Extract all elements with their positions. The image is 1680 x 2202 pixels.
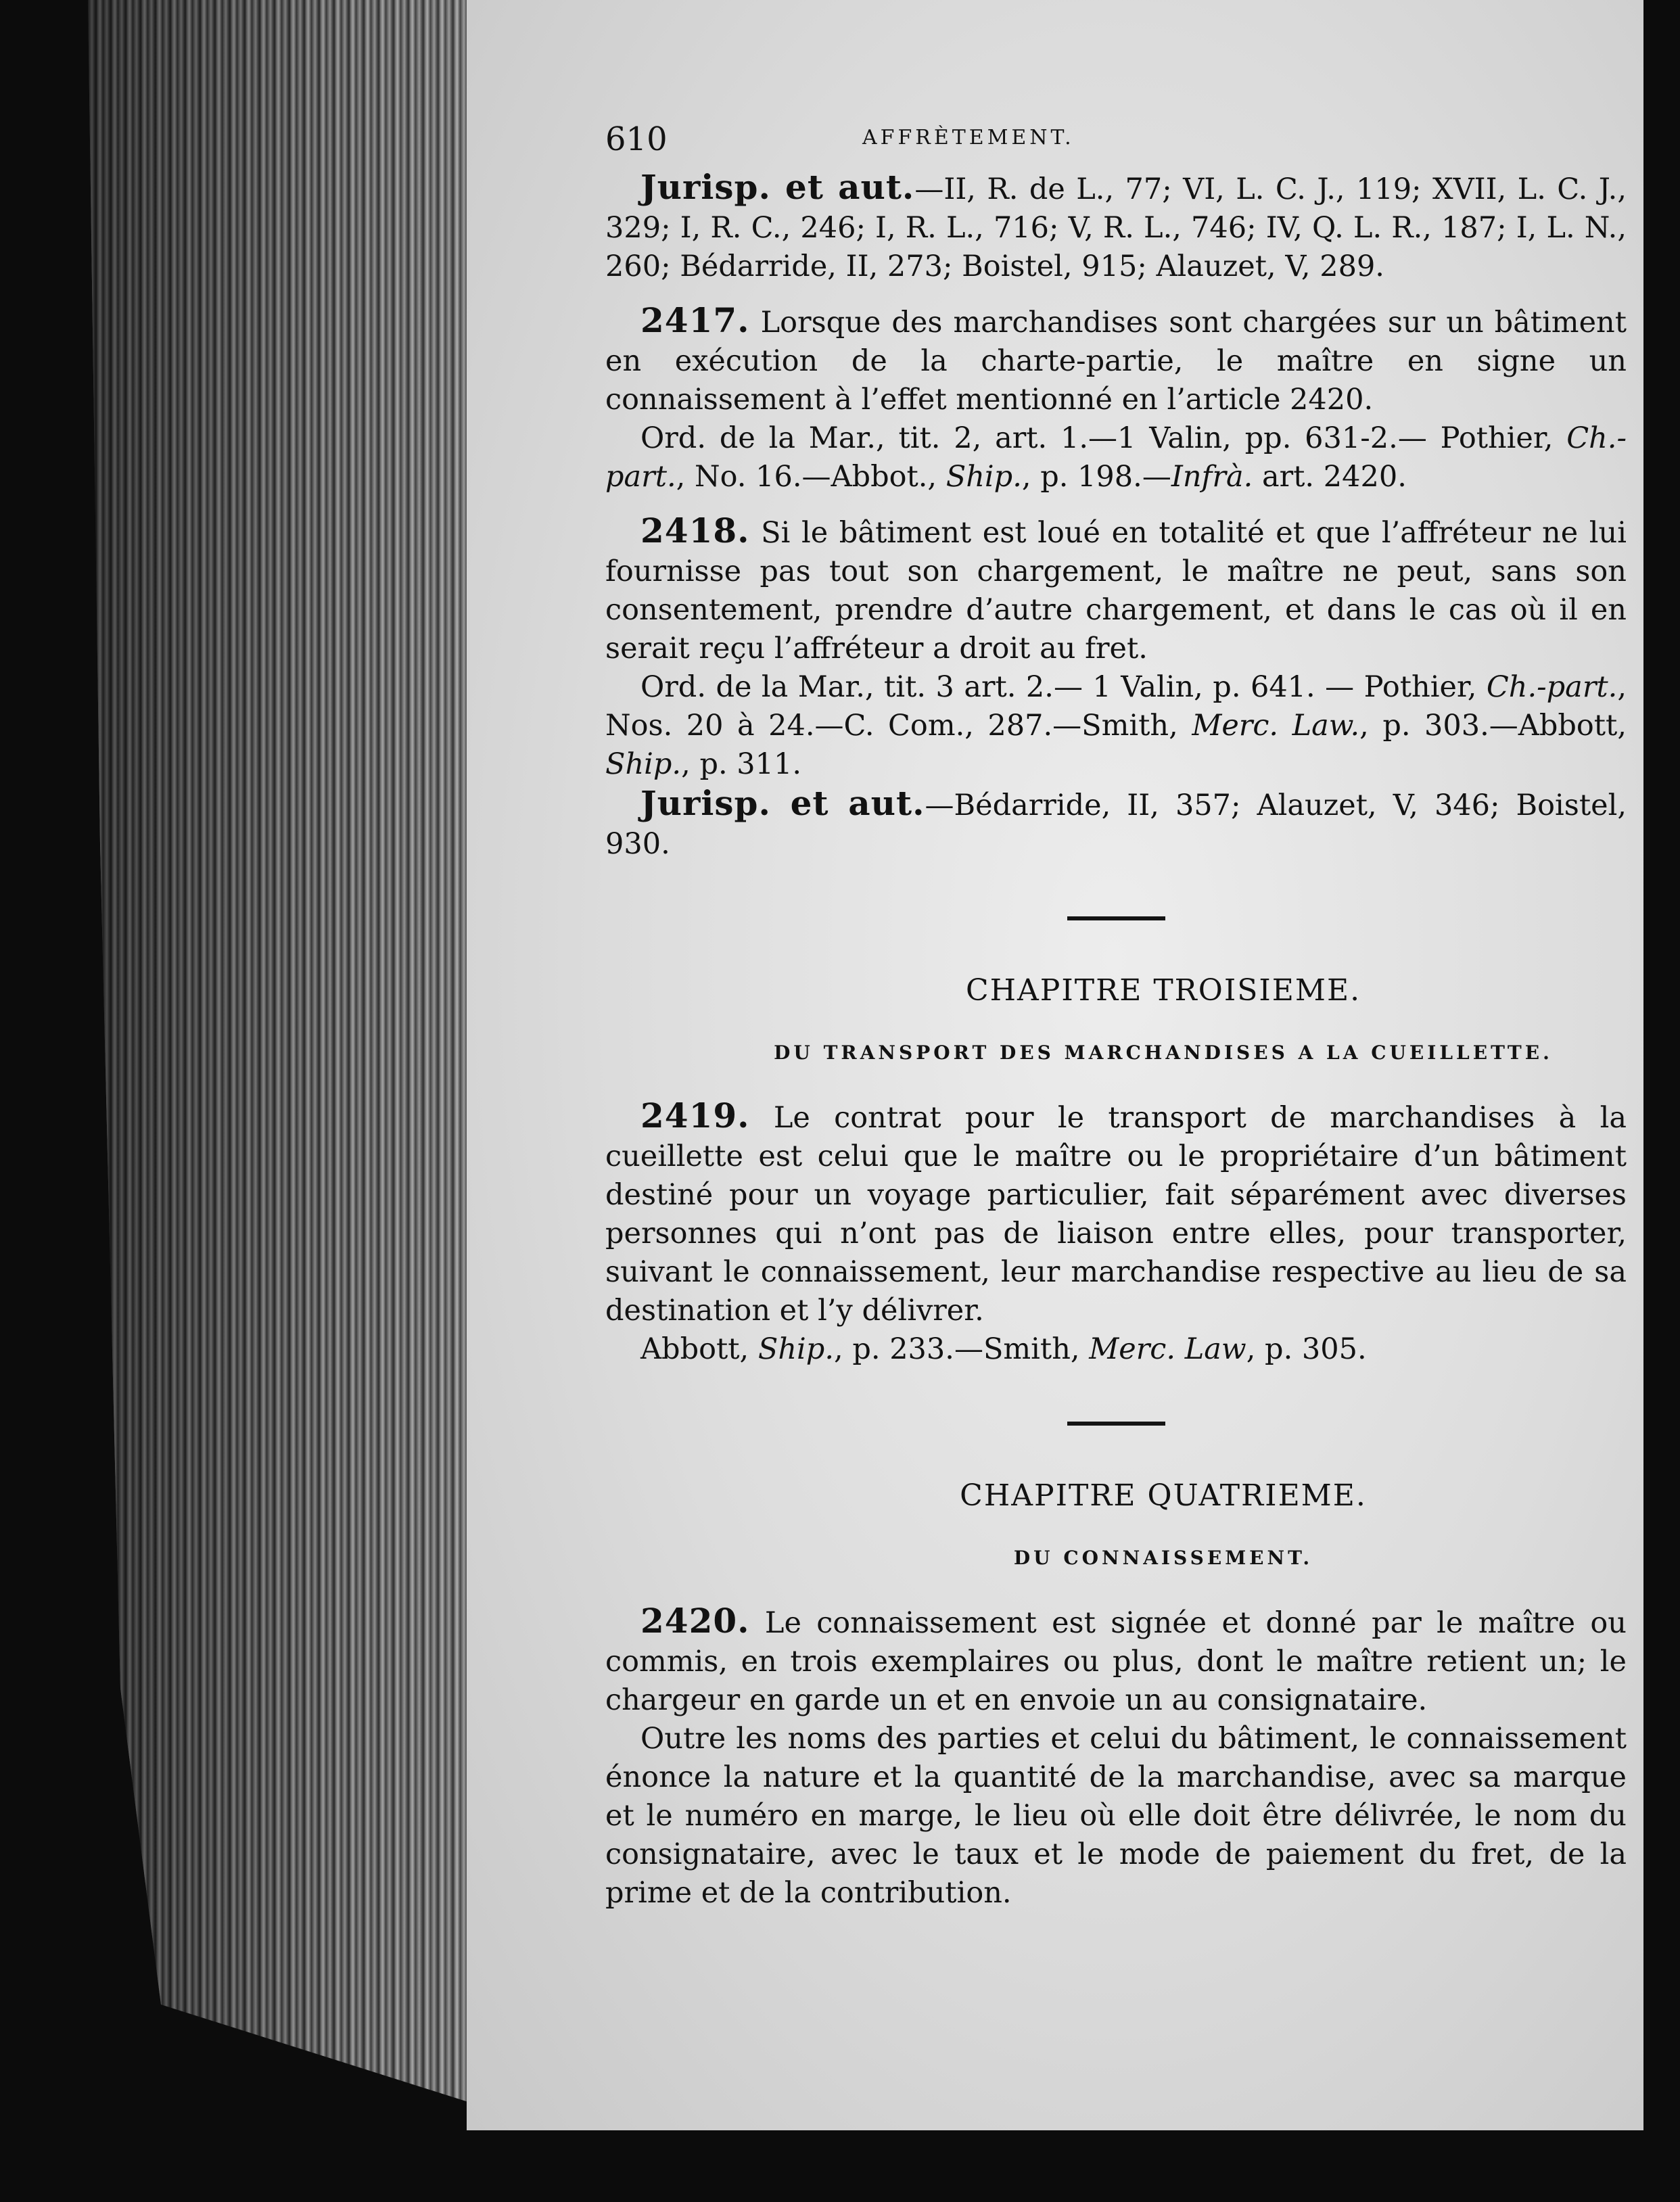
article-2419	[605, 1096, 1627, 1330]
article-2418	[605, 511, 1627, 668]
page-header	[605, 120, 1627, 168]
reference-italic: Ch.-part.	[1486, 670, 1618, 704]
reference-italic: Merc. Law	[1089, 1332, 1246, 1366]
chapter-4-subtitle: DU CONNAISSEMENT.	[1013, 1547, 1313, 1569]
article-2420-continued: Outre les noms des parties et celui du bâtiment, le connaissement énonce la nature et la quantité de la marchandise, avec sa marque et le numéro en marge, le lieu où elle doit être délivrée, le nom du consignataire, avec le taux et le mode de paiement du fret, de la prime et de la contribution.	[605, 1722, 1627, 1910]
section-divider	[1067, 916, 1165, 920]
jurisprudence-label: Jurisp. et aut.	[640, 783, 925, 823]
page-number: 610	[605, 120, 668, 158]
article-number: 2417.	[640, 300, 750, 340]
reference-italic: Ship.	[757, 1332, 834, 1366]
reference-text: , p. 305.	[1246, 1332, 1367, 1366]
jurisprudence-text: —Bédarride, II, 357; Alauzet, V, 346; Boistel, 930.	[605, 789, 1627, 861]
article-2420	[605, 1601, 1627, 1720]
article-text: Le connaissement est signée et donné par le maître ou commis, en trois exemplaires ou plus, dont le maître retient un; le chargeur en garde un et en envoie un au consignataire.	[605, 1606, 1627, 1717]
reference-italic: Infrà.	[1171, 460, 1253, 494]
reference-text: Ord. de la Mar., tit. 2, art. 1.—1 Valin, pp. 631-2.— Pothier,	[640, 421, 1567, 455]
reference-italic: Ch.-part.	[605, 421, 1627, 494]
page-edges-shadow	[88, 0, 494, 2110]
reference-text: , p. 233.—Smith,	[834, 1332, 1090, 1366]
article-text: Lorsque des marchandises sont chargées sur un bâtiment en exécution de la charte-partie, le maître en signe un connaissement à l’effet mentionné en l’article 2420.	[605, 306, 1627, 417]
reference-text: Abbott,	[640, 1332, 758, 1366]
article-2419-references	[605, 1330, 1627, 1369]
article-2418-references	[605, 668, 1627, 784]
article-2417	[605, 301, 1627, 419]
article-text: Si le bâtiment est loué en totalité et que l’affréteur ne lui fournisse pas tout son chargement, le maître ne peut, sans son consentement, prendre d’autre chargement, et dans le cas où il en serait reçu l’affréteur a droit au fret.	[605, 516, 1627, 665]
article-number: 2419.	[640, 1096, 750, 1135]
printed-page	[467, 0, 1643, 2130]
reference-text: , Nos. 20 à 24.—C. Com., 287.—Smith,	[605, 670, 1627, 743]
section-divider	[1067, 1422, 1165, 1426]
reference-italic: Ship.	[946, 460, 1022, 494]
article-number: 2418.	[640, 511, 750, 550]
article-2417-references	[605, 419, 1627, 496]
jurisprudence-label: Jurisp. et aut.	[640, 167, 915, 207]
article-text: Le contrat pour le transport de marchandises à la cueillette est celui que le maître ou le propriétaire d’un bâtiment destiné pour un voyage particulier, fait séparément avec diverses personnes qui n’ont pas de liaison entre elles, pour transporter, suivant le connaissement, leur marchandise respective au lieu de sa destination et l’y délivrer.	[605, 1101, 1627, 1328]
chapter-3-subtitle: DU TRANSPORT DES MARCHANDISES A LA CUEILLETTE.	[774, 1041, 1553, 1064]
jurisprudence-block-2	[605, 784, 1627, 864]
reference-italic: Ship.	[605, 747, 682, 781]
jurisprudence-text: —II, R. de L., 77; VI, L. C. J., 119; XVII, L. C. J., 329; I, R. C., 246; I, R. L., 716; V, R. L., 746; IV, Q. L. R., 187; I, L. N., 260; Bédarride, II, 273; Boistel, 915; Alauzet, V, 289.	[605, 172, 1627, 283]
reference-italic: Merc. Law.	[1192, 709, 1360, 743]
article-number: 2420.	[640, 1601, 750, 1641]
reference-text: Ord. de la Mar., tit. 3 art. 2.— 1 Valin, p. 641. — Pothier,	[640, 670, 1487, 704]
page-text	[605, 120, 1627, 1913]
chapter-3-title: CHAPITRE TROISIEME.	[965, 973, 1361, 1008]
reference-text: , p. 311.	[681, 747, 802, 781]
reference-text: , p. 198.—	[1021, 460, 1171, 494]
chapter-4-title: CHAPITRE QUATRIEME.	[960, 1478, 1367, 1513]
running-title: AFFRÈTEMENT.	[862, 126, 1075, 149]
reference-text: , No. 16.—Abbot.,	[676, 460, 946, 494]
jurisprudence-block-1	[605, 168, 1627, 286]
reference-text: , p. 303.—Abbott,	[1359, 709, 1627, 743]
reference-text: art. 2420.	[1253, 460, 1407, 494]
